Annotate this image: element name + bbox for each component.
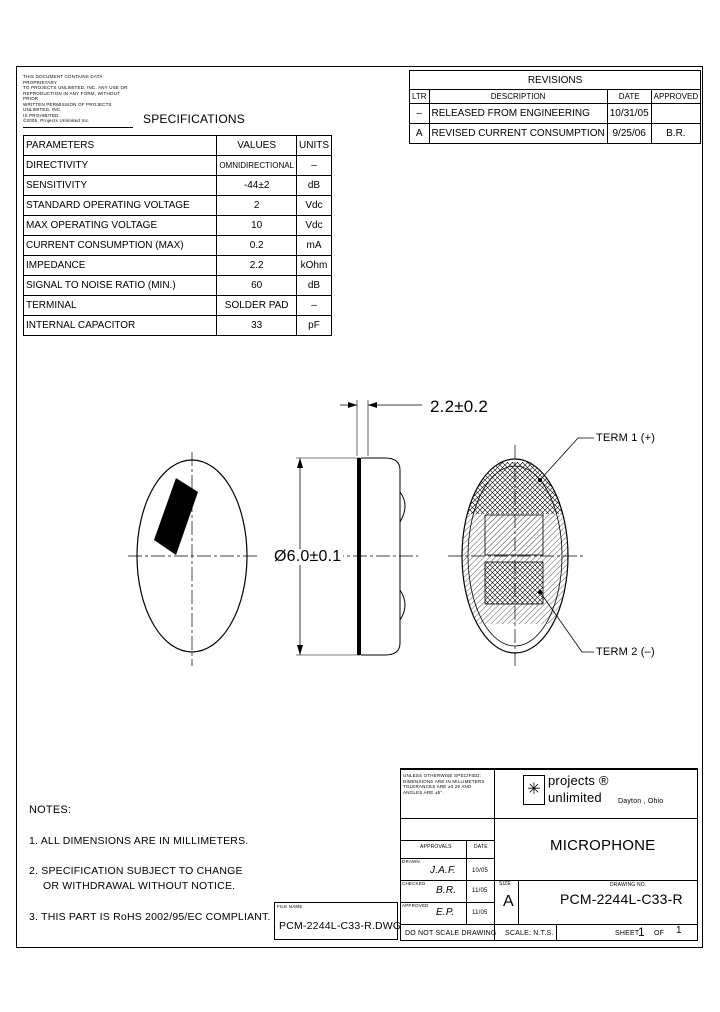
- notice-line: REPRODUCTION IN ANY FORM, WITHOUT PRIOR: [23, 90, 120, 101]
- notice-line: THIS DOCUMENT CONTAINS DATA PROPRIETARY: [23, 74, 103, 85]
- term1-leader-dot: [538, 478, 542, 482]
- spec-header: VALUES: [217, 136, 297, 156]
- spec-value: 33: [217, 316, 297, 336]
- term2-leader-dot: [538, 590, 542, 594]
- file-name: PCM-2244L-C33-R.DWG: [279, 920, 402, 932]
- tb-hline: [400, 840, 494, 841]
- note-item: 3. THIS PART IS RoHS 2002/95/EC COMPLIANT.: [29, 911, 271, 923]
- spec-title: SPECIFICATIONS: [143, 112, 245, 126]
- arrow-down: [297, 645, 303, 655]
- tb-vline: [556, 924, 557, 941]
- spec-param: SENSITIVITY: [24, 176, 217, 196]
- rear-view: [448, 438, 594, 668]
- drawn-label: DRAWN: [402, 859, 420, 864]
- spec-param: DIRECTIVITY: [24, 156, 217, 176]
- approved-date: 11/05: [472, 910, 488, 916]
- sheet-number: 1: [638, 925, 645, 939]
- term2-label: TERM 2 (–): [596, 646, 655, 658]
- notice-line: WRITTEN PERMISSION OF PROJECTS UNLIMITED, INC.: [23, 101, 112, 112]
- size-label: SIZE: [499, 881, 511, 887]
- company-name-line1: projects ®: [548, 773, 609, 788]
- approvals-label: APPROVALS: [420, 844, 452, 850]
- rev-description: RELEASED FROM ENGINEERING: [429, 104, 607, 124]
- side-solder-pad: [400, 590, 405, 620]
- company-name-line2: unlimited: [548, 790, 602, 805]
- sheet-label: SHEET: [615, 930, 640, 937]
- company-location: Dayton , Ohio: [618, 798, 664, 805]
- rev-description: REVISED CURRENT CONSUMPTION: [429, 124, 607, 144]
- tb-hline: [400, 818, 698, 819]
- arrow-up: [297, 458, 303, 468]
- drawn-date: 10/05: [472, 868, 489, 874]
- side-view: [296, 400, 422, 655]
- spec-unit: Vdc: [297, 216, 332, 236]
- note-item: 2. SPECIFICATION SUBJECT TO CHANGE: [29, 865, 243, 877]
- no-scale-note: DO NOT SCALE DRAWING: [405, 930, 497, 937]
- rev-approved: B.R.: [651, 124, 700, 144]
- notice-line: TO PROJECTS UNLIMITED, INC. ANY USE OR: [23, 85, 128, 90]
- checked-label: CHECKED: [402, 881, 426, 886]
- term1-label: TERM 1 (+): [596, 432, 656, 444]
- rev-header: APPROVED: [651, 90, 700, 104]
- diameter-label: Ø6.0±0.1: [274, 548, 342, 565]
- spec-param: IMPEDANCE: [24, 256, 217, 276]
- spec-unit: kOhm: [297, 256, 332, 276]
- note-item: OR WITHDRAWAL WITHOUT NOTICE.: [43, 880, 236, 892]
- drawn-by: J.A.F.: [430, 865, 457, 876]
- of-label: OF: [654, 930, 665, 937]
- arrow-left: [368, 402, 377, 408]
- spec-value: 2.2: [217, 256, 297, 276]
- tolerance-note: UNLESS OTHERWISE SPECIFIED: DIMENSIONS ARE IN MILLIMETERS TOLERANCES ARE ±0.25 AND ANGLES ARE ±5°.: [403, 773, 485, 795]
- spec-value: 0.2: [217, 236, 297, 256]
- file-name-label: FILE NAME: [277, 904, 303, 909]
- scale: SCALE: N.T.S.: [505, 930, 554, 937]
- side-body: [361, 458, 400, 655]
- spec-unit: –: [297, 296, 332, 316]
- term1-leader: [540, 438, 594, 480]
- file-name-box: [274, 902, 402, 940]
- tb-vline: [518, 880, 519, 924]
- spec-value: -44±2: [217, 176, 297, 196]
- side-solder-pad: [400, 492, 405, 522]
- tb-vline: [466, 840, 467, 924]
- thickness-label: 2.2±0.2: [430, 397, 488, 416]
- spec-value: SOLDER PAD: [217, 296, 297, 316]
- spec-param: INTERNAL CAPACITOR: [24, 316, 217, 336]
- rev-date: 10/31/05: [607, 104, 651, 124]
- arrow-right: [348, 402, 357, 408]
- part-title: MICROPHONE: [550, 837, 656, 854]
- spec-param: STANDARD OPERATING VOLTAGE: [24, 196, 217, 216]
- rev-ltr: –: [410, 104, 430, 124]
- spec-unit: mA: [297, 236, 332, 256]
- tb-hline: [400, 880, 698, 881]
- rev-ltr: A: [410, 124, 430, 144]
- checked-date: 11/05: [472, 888, 488, 894]
- side-body-front: [357, 458, 361, 655]
- rev-header: DESCRIPTION: [429, 90, 607, 104]
- spec-header: UNITS: [297, 136, 332, 156]
- revisions-title: REVISIONS: [410, 71, 701, 90]
- spec-unit: pF: [297, 316, 332, 336]
- note-item: 1. ALL DIMENSIONS ARE IN MILLIMETERS.: [29, 835, 249, 847]
- spec-unit: Vdc: [297, 196, 332, 216]
- spec-param: MAX OPERATING VOLTAGE: [24, 216, 217, 236]
- front-view: [128, 452, 258, 666]
- spec-unit: –: [297, 156, 332, 176]
- drawing-number: PCM-2244L-C33-R: [560, 891, 683, 907]
- notice-line: IS PROHIBITED.: [23, 112, 61, 118]
- tb-hline: [400, 924, 698, 925]
- spec-param: SIGNAL TO NOISE RATIO (MIN.): [24, 276, 217, 296]
- drawing-no-label: DRAWING NO.: [610, 882, 647, 888]
- tb-vline: [494, 768, 495, 941]
- date-label: DATE: [474, 844, 488, 850]
- front-port-shape: [154, 478, 198, 555]
- spec-value: OMNIDIRECTIONAL: [217, 156, 297, 176]
- rev-header: LTR: [410, 90, 430, 104]
- spec-unit: dB: [297, 176, 332, 196]
- rear-inner-block-hatch: [485, 515, 543, 555]
- checked-by: B.R.: [436, 885, 457, 896]
- sheet-total: 1: [676, 925, 682, 936]
- approved-label: APPROVED: [402, 903, 429, 908]
- approved-by: E.P.: [436, 907, 455, 918]
- spec-value: 10: [217, 216, 297, 236]
- rev-date: 9/25/06: [607, 124, 651, 144]
- company-logo-icon: ✳: [523, 775, 545, 805]
- notice-line: ©2005, Projects Unlimited Inc.: [23, 118, 90, 123]
- spec-param: TERMINAL: [24, 296, 217, 316]
- size-value: A: [503, 893, 514, 910]
- term2-pad-hatch: [485, 562, 543, 604]
- rev-header: DATE: [607, 90, 651, 104]
- spec-value: 60: [217, 276, 297, 296]
- spec-value: 2: [217, 196, 297, 216]
- notes-title: NOTES:: [29, 804, 72, 816]
- spec-param: CURRENT CONSUMPTION (MAX): [24, 236, 217, 256]
- spec-header: PARAMETERS: [24, 136, 217, 156]
- spec-unit: dB: [297, 276, 332, 296]
